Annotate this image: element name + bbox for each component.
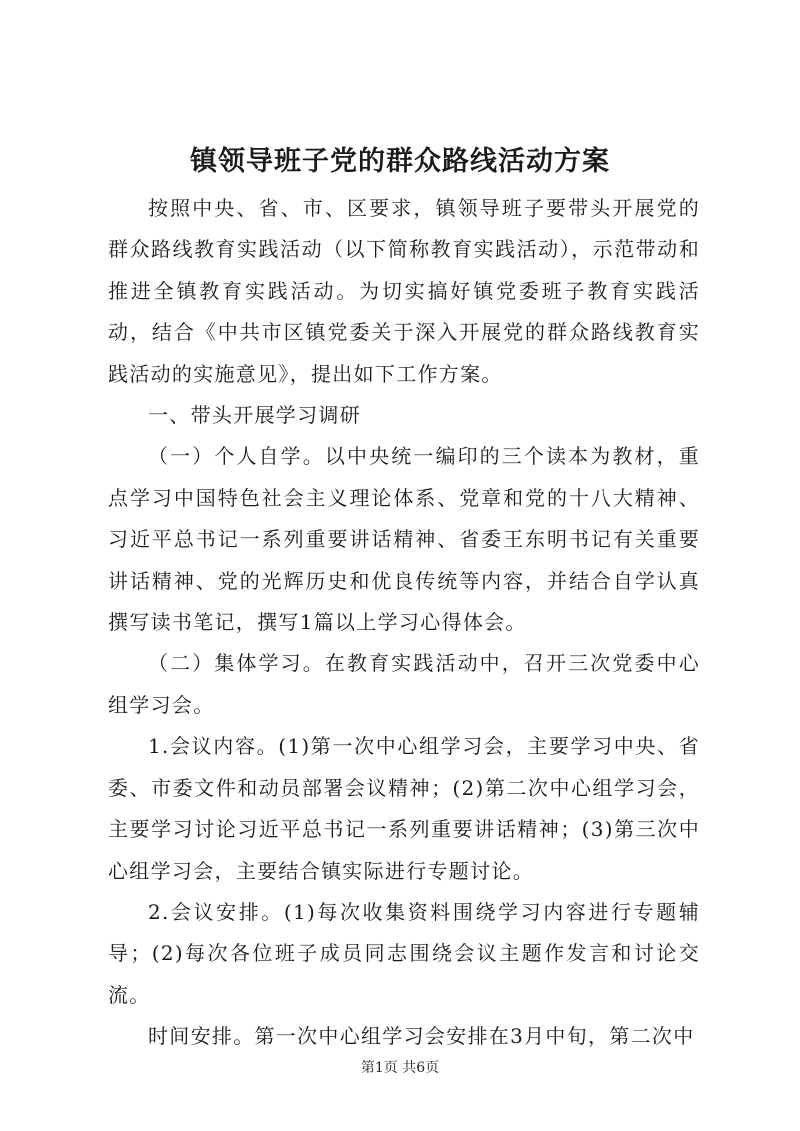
- document-body: [108, 188, 700, 1058]
- paragraph-meeting-arrangement: 2.会议安排。(1)每次收集资料围绕学习内容进行专题辅导；(2)每次各位班子成员同志围绕会议主题作发言和讨论交流。: [108, 899, 700, 1007]
- document-title: 镇领导班子党的群众路线活动方案: [190, 146, 610, 177]
- paragraph-meeting-content: 1.会议内容。(1)第一次中心组学习会，主要学习中央、省委、市委文件和动员部署会议精神；(2)第二次中心组学习会，主要学习讨论习近平总书记一系列重要讲话精神；(3)第三次中心组学习会，主要结合镇实际进行专题讨论。: [108, 734, 700, 883]
- page-footer: 第1页 共6页: [360, 1060, 440, 1076]
- paragraph-group-study: （二）集体学习。在教育实践活动中，召开三次党委中心组学习会。: [108, 651, 700, 717]
- paragraph-self-study: （一）个人自学。以中央统一编印的三个读本为教材，重点学习中国特色社会主义理论体系、党章和党的十八大精神、习近平总书记一系列重要讲话精神、省委王东明书记有关重要讲话精神、党的光辉历史和优良传统等内容，并结合自学认真撰写读书笔记，撰写1篇以上学习心得体会。: [108, 444, 700, 635]
- paragraph-intro: 按照中央、省、市、区要求，镇领导班子要带头开展党的群众路线教育实践活动（以下简称教育实践活动），示范带动和推进全镇教育实践活动。为切实搞好镇党委班子教育实践活动，结合《中共市区镇党委关于深入开展党的群众路线教育实践活动的实施意见》，提出如下工作方案。: [108, 196, 700, 386]
- section-heading-1: 一、带头开展学习调研: [148, 403, 361, 428]
- paragraph-time-arrangement: 时间安排。第一次中心组学习会安排在3月中旬，第二次中: [148, 1024, 695, 1049]
